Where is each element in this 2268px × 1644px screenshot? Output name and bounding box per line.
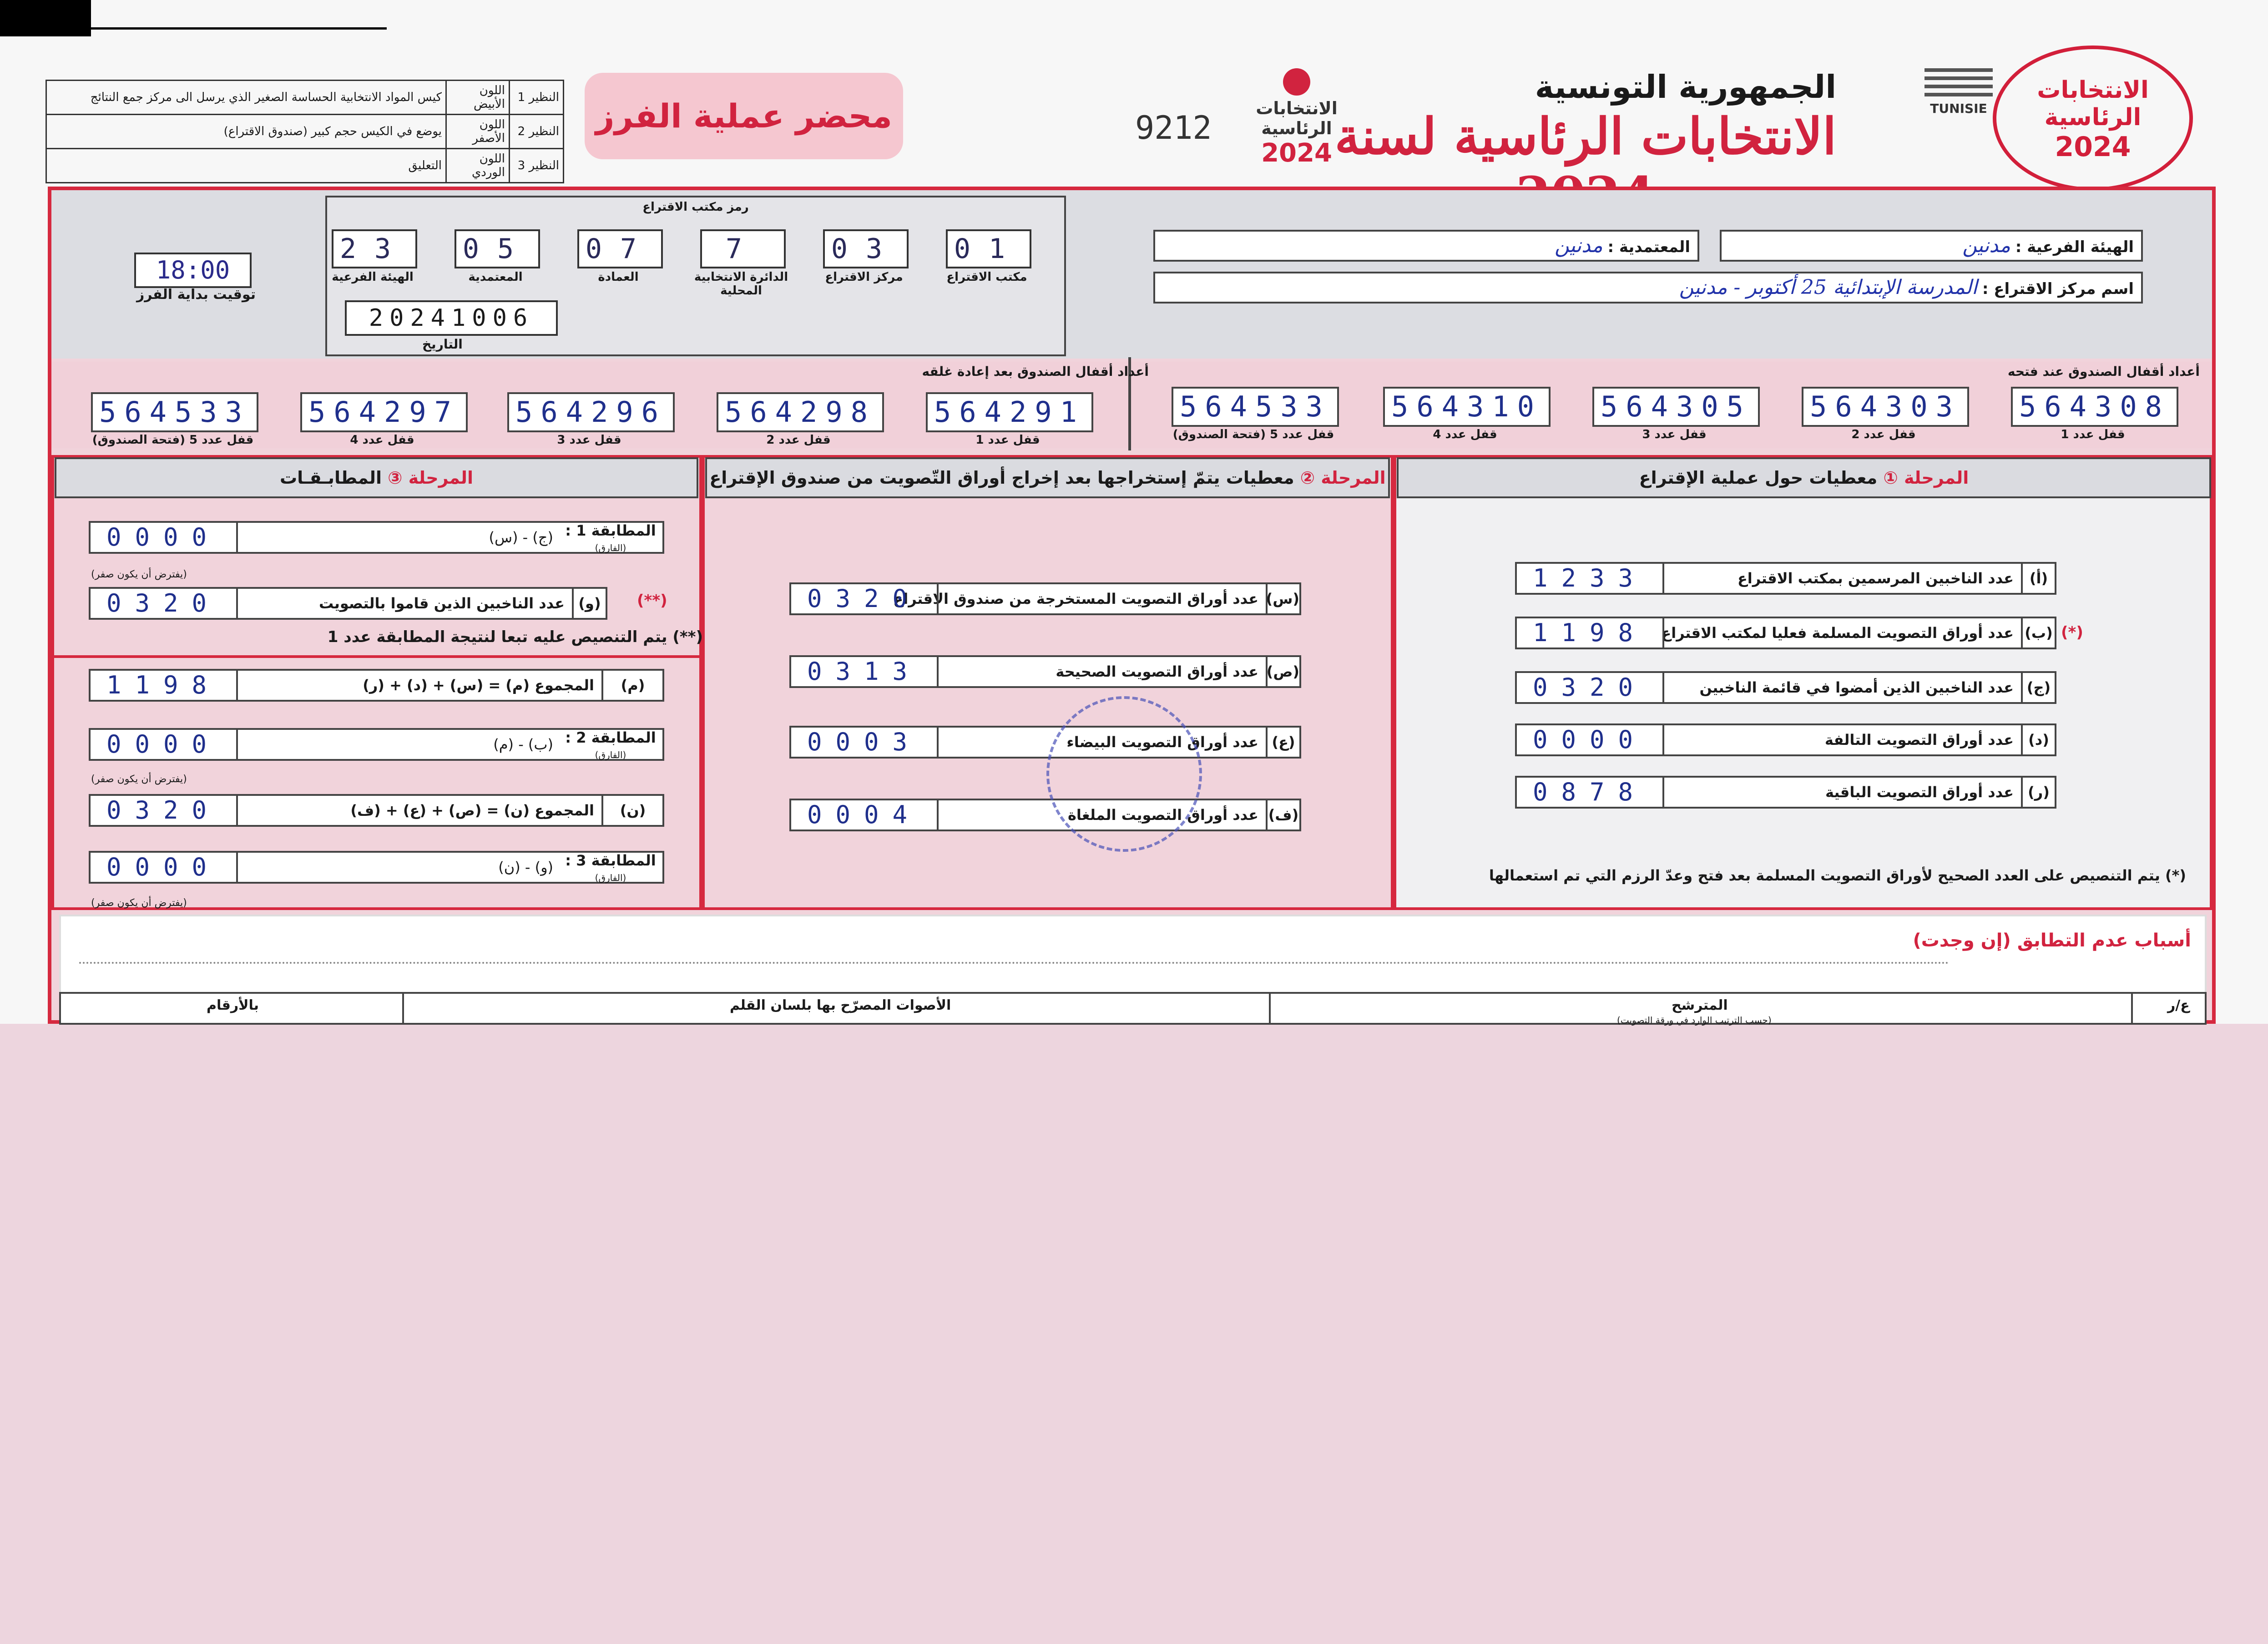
date-field[interactable]: 20241006: [345, 300, 558, 336]
delegation-field[interactable]: [1153, 230, 1699, 262]
valid-ballots-value[interactable]: 0313: [791, 657, 939, 686]
ballots-delivered-value[interactable]: 1198: [1517, 618, 1664, 647]
document-number: 9212: [1135, 109, 1212, 147]
sub-authority-field[interactable]: [1720, 230, 2143, 262]
code-label: مركز الاقتراع: [825, 270, 903, 284]
registered-voters-value[interactable]: 1233: [1517, 564, 1664, 593]
ballots-delivered-mark: (*): [2061, 623, 2083, 642]
col-words: الأصوات المصرّح بها بلسان القلم: [730, 997, 951, 1013]
open-lock-5[interactable]: 564533: [1172, 387, 1339, 427]
match2-row: المطابقة 2 : (الفارق) (ب) - (م) 0000: [89, 728, 664, 761]
polling-center-value: المدرسة الإبتدائية 25 أكتوبر - مدنين: [1679, 276, 1978, 299]
mismatch-reasons-label: أسباب عدم التطابق (إن وجدت): [1913, 930, 2191, 951]
polling-center-label: اسم مركز الاقتراع :: [1982, 280, 2134, 298]
match1-value[interactable]: 0000: [91, 523, 238, 552]
official-stamp: [1993, 46, 2193, 191]
lock-label: قفل عدد 3: [557, 433, 621, 447]
scan-edge-line: [91, 27, 387, 30]
delegation-value: مدنين: [1554, 234, 1603, 257]
phase1-row-b: (ب) عدد أوراق التصويت المسلمة فعليا لمكتب الاقتراع 1198: [1515, 617, 2056, 649]
sub-authority-value: مدنين: [1962, 234, 2010, 257]
close-lock-3[interactable]: 564296: [507, 392, 675, 432]
code-label: العمادة: [598, 270, 639, 284]
locks-open-header: أعداد أقفال الصندوق عند فتحه: [2007, 364, 2200, 379]
close-lock-2[interactable]: 564298: [717, 392, 884, 432]
polling-center-field[interactable]: [1153, 272, 2143, 304]
code-label: الدائرة الانتخابية المحلية: [694, 270, 788, 298]
code-delegation[interactable]: 05: [455, 229, 540, 268]
must-zero-note: (يفترض أن يكون صفر): [91, 569, 187, 580]
code-polling-office[interactable]: 01: [946, 229, 1031, 268]
phase1-row-a: (أ) عدد الناخبين المرسمين بمكتب الاقتراع 1233: [1515, 562, 2056, 595]
match1-row: المطابقة 1 : (الفارق) (ج) - (س) 0000: [89, 521, 664, 554]
phase2-title: معطيات يتمّ إستخراجها بعد إخراج أوراق التّصويت من صندوق الإقتراع: [709, 468, 1294, 488]
close-lock-4[interactable]: 564297: [300, 392, 468, 432]
sum-m-row: (م) المجموع (م) = (س) + (د) + (ر) 1198: [89, 669, 664, 702]
phase3-tag: المرحلة ③: [388, 468, 474, 488]
phase1-row-d: (د) عدد أوراق التصويت التالفة 0000: [1515, 723, 2056, 756]
phase2-row-s2: (ص) عدد أوراق التصويت الصحيحة 0313: [789, 655, 1301, 688]
open-lock-4[interactable]: 564310: [1383, 387, 1551, 427]
candidates-table-header: [59, 992, 2207, 1025]
legend-row: كيس المواد الانتخابية الحساسة الصغير الذي يرسل الى مركز جمع النتائج اللون الأبيض النظير 1: [46, 81, 564, 115]
close-lock-5[interactable]: 564533: [91, 392, 258, 432]
election-title: الانتخابات الرئاسية لسنة: [1334, 107, 1837, 166]
delegation-label: المعتمدية :: [1607, 238, 1690, 256]
legend-row: التعليق اللون الوردي النظير 3: [46, 149, 564, 183]
code-label: المعتمدية: [468, 270, 523, 284]
mismatch-reasons[interactable]: [59, 915, 2207, 997]
match2-value[interactable]: 0000: [91, 730, 238, 759]
lock-label: قفل عدد 4: [1433, 428, 1497, 441]
start-time-label: توقيت بداية الفرز: [136, 287, 256, 303]
col-candidate-sub: (حسب الترتيب الوارد في ورقة التصويت): [1617, 1015, 1772, 1026]
match3-row: المطابقة 3 : (الفارق) (و) - (ن) 0000: [89, 851, 664, 884]
election-logo-text: الانتخابات الرئاسية: [1256, 98, 1338, 138]
extracted-ballots-value[interactable]: 0320: [791, 584, 939, 613]
lock-label: قفل عدد 5 (فتحة الصندوق): [1172, 428, 1334, 441]
code-polling-center[interactable]: 03: [823, 229, 909, 268]
phase3-divider: [51, 655, 702, 658]
signed-voters-value[interactable]: 0320: [1517, 673, 1664, 702]
blank-ballots-value[interactable]: 0003: [791, 728, 939, 757]
stamp-text: الانتخابات الرئاسية: [2037, 76, 2149, 131]
col-digits: بالأرقام: [207, 997, 259, 1013]
must-zero-note: (يفترض أن يكون صفر): [91, 774, 187, 785]
isie-logo-text: TUNISIE: [1930, 101, 1987, 116]
open-lock-3[interactable]: 564305: [1592, 387, 1760, 427]
election-logo-year: 2024: [1261, 138, 1332, 168]
must-zero-note: (يفترض أن يكون صفر): [91, 897, 187, 909]
code-sub-authority[interactable]: 23: [332, 229, 417, 268]
phase1-tag: المرحلة ①: [1883, 468, 1969, 488]
republic-title: الجمهورية التونسية: [1535, 68, 1837, 106]
voters-value[interactable]: 0320: [91, 589, 238, 618]
legend-row: يوضع في الكيس حجم كبير (صندوق الاقتراع) اللون الأصفر النظير 2: [46, 115, 564, 149]
sub-authority-label: الهيئة الفرعية :: [2015, 238, 2134, 256]
phase2-row-f: (ف) عدد أوراق التصويت الملغاة 0004: [789, 799, 1301, 831]
remaining-ballots-value[interactable]: 0878: [1517, 778, 1664, 807]
scan-edge: [0, 0, 91, 36]
phase3-header: [55, 457, 698, 498]
open-lock-1[interactable]: 564308: [2011, 387, 2178, 427]
ink-stamp: [1046, 696, 1202, 852]
sum-m-value[interactable]: 1198: [91, 671, 238, 700]
voters-row: (و) عدد الناخبين الذين قاموا بالتصويت 0320: [89, 587, 607, 620]
phase1-row-r: (ر) عدد أوراق التصويت الباقية 0878: [1515, 776, 2056, 809]
locks-close-header: أعداد أقفال الصندوق بعد إعادة غلقه: [922, 364, 1149, 379]
phase2-row-a: (ع) عدد أوراق التصويت البيضاء 0003: [789, 726, 1301, 759]
pink-background: [0, 1024, 2268, 1644]
match3-value[interactable]: 0000: [91, 853, 238, 882]
lock-label: قفل عدد 1: [2061, 428, 2125, 441]
phase1-title: معطيات حول عملية الإقتراع: [1639, 468, 1878, 488]
cancelled-ballots-value[interactable]: 0004: [791, 800, 939, 830]
col-candidate: المترشح: [1672, 997, 1728, 1013]
lock-label: قفل عدد 5 (فتحة الصندوق): [92, 433, 254, 447]
phase2-tag: المرحلة ②: [1300, 468, 1386, 488]
code-label: مكتب الاقتراع: [946, 270, 1027, 284]
code-label: الهيئة الفرعية: [332, 270, 414, 284]
form-title: محضر عملية الفرز: [585, 73, 903, 159]
phase3-title: المطابـقـات: [279, 468, 382, 488]
code-local-constituency[interactable]: 7: [700, 229, 786, 268]
close-lock-1[interactable]: 564291: [926, 392, 1093, 432]
lock-label: قفل عدد 3: [1642, 428, 1707, 441]
phase1-row-c: (ج) عدد الناخبين الذين أمضوا في قائمة الناخبين 0320: [1515, 671, 2056, 704]
lock-label: قفل عدد 4: [350, 433, 414, 447]
lock-label: قفل عدد 1: [975, 433, 1040, 447]
phase2-row-s: (س) عدد أوراق التصويت المستخرجة من صندوق الاقتراع 0320: [789, 582, 1301, 615]
office-codes-header: رمز مكتب الاقتراع: [642, 200, 749, 214]
election-logo: [1256, 68, 1338, 168]
open-lock-2[interactable]: 564303: [1802, 387, 1969, 427]
col-number: ع/ر: [2167, 997, 2190, 1013]
phase1-header: [1397, 457, 2211, 498]
code-sector[interactable]: 07: [577, 229, 663, 268]
phase3-note: (**) يتم التنصيص عليه تبعا لنتيجة المطابقة عدد 1: [327, 628, 703, 646]
stamp-year: 2024: [2055, 131, 2131, 163]
mismatch-reasons-line: [79, 962, 1950, 964]
phase2-header: [705, 457, 1390, 498]
start-time-field[interactable]: 18:00: [134, 253, 252, 288]
lock-label: قفل عدد 2: [766, 433, 831, 447]
spoiled-ballots-value[interactable]: 0000: [1517, 725, 1664, 754]
sum-n-value[interactable]: 0320: [91, 796, 238, 825]
voters-mark: (**): [637, 592, 667, 610]
isie-logo: [1925, 64, 1993, 116]
sum-n-row: (ن) المجموع (ن) = (ص) + (ع) + (ف) 0320: [89, 794, 664, 827]
phase1-note: (*) يتم التنصيص على العدد الصحيح لأوراق التصويت المسلمة بعد فتح وعدّ الرزم التي تم استعمالها: [1489, 867, 2186, 884]
lock-label: قفل عدد 2: [1851, 428, 1916, 441]
date-label: التاريخ: [422, 337, 463, 352]
copies-legend: [45, 80, 564, 183]
